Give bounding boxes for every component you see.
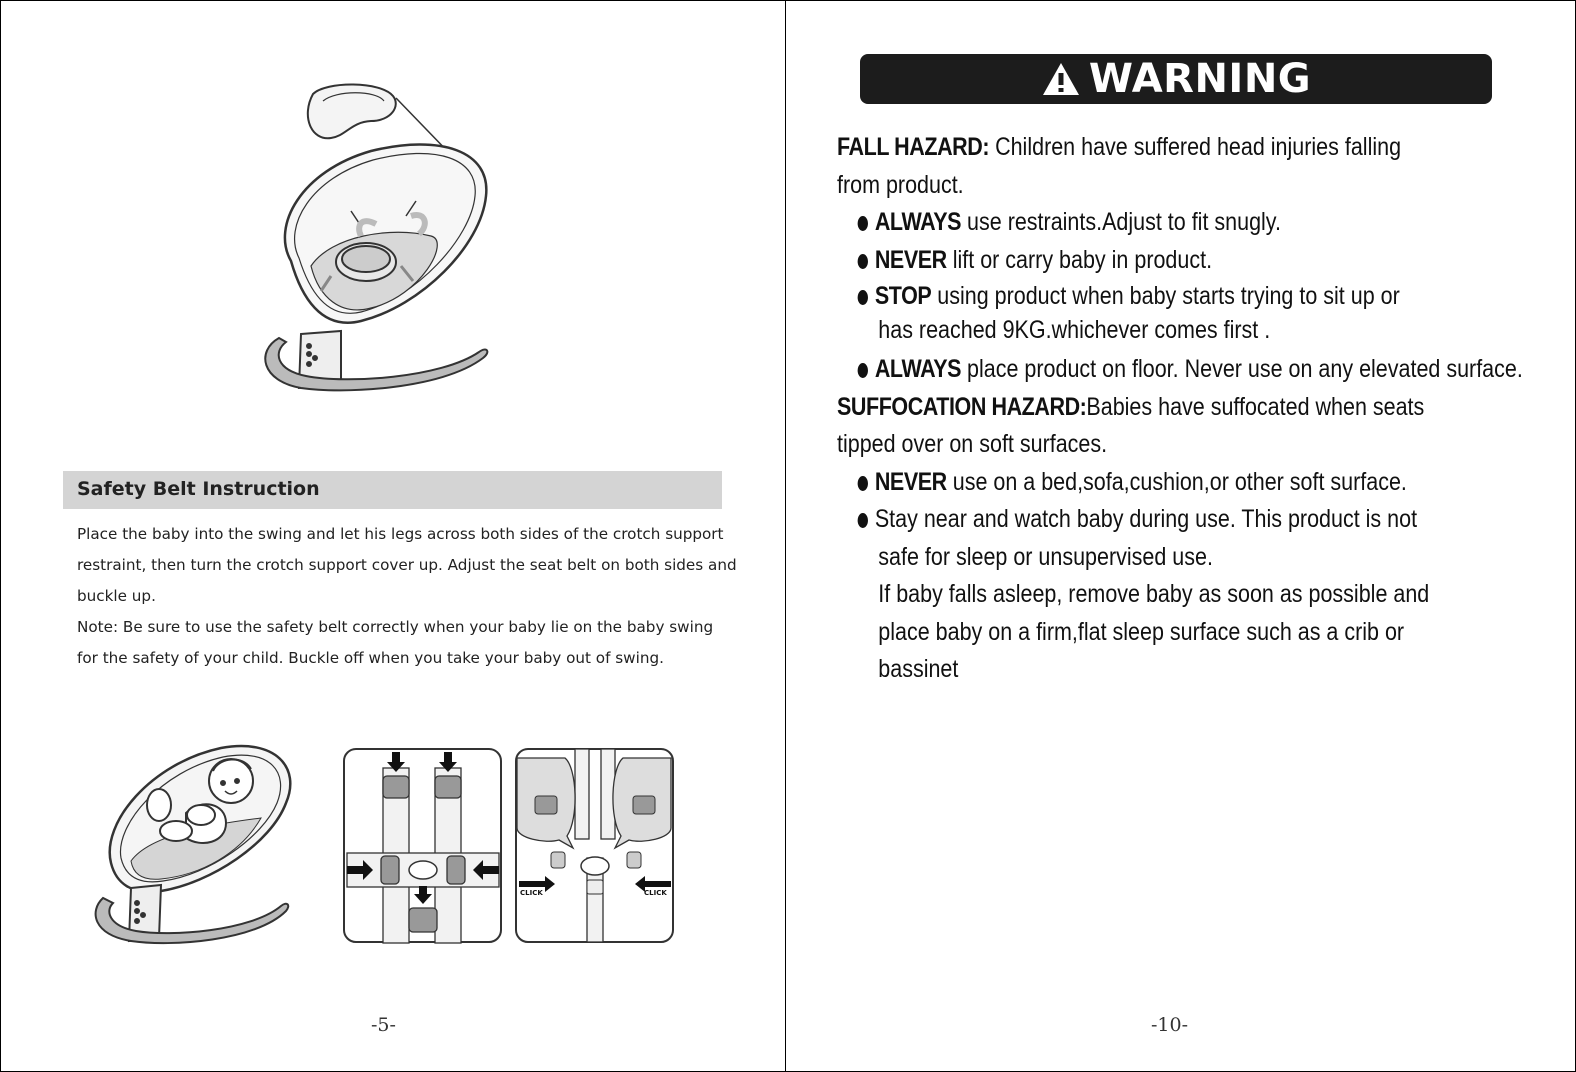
bullet-keyword: ALWAYS	[874, 355, 962, 383]
list-item	[837, 204, 1465, 242]
bullet-text: lift or carry baby in product.	[946, 245, 1213, 274]
bullet-keyword: NEVER	[874, 245, 947, 274]
bullet-text: place product on floor. Never use on any elevated surface.	[961, 355, 1523, 383]
warning-body	[837, 129, 1523, 689]
list-item	[837, 279, 1465, 313]
belt-adjust-diagram	[343, 748, 503, 944]
list-item	[837, 501, 1465, 539]
instruction-paragraph: Place the baby into the swing and let his legs across both sides of the crotch support restraint, then turn the crotch support cover up. Adjust the seat belt on both sides and buckle up.	[77, 525, 737, 605]
fall-hazard-text: Children have suffered head injuries falling	[989, 133, 1402, 161]
bullet-icon	[858, 216, 868, 231]
list-item-continuation: If baby falls asleep, remove baby as soon as possible and	[878, 580, 1430, 608]
suffocation-hazard-line-2: tipped over on soft surfaces.	[837, 430, 1108, 458]
list-item-continuation: place baby on a firm,flat sleep surface such as a crib or	[878, 617, 1405, 646]
bullet-text: using product when baby starts trying to sit up or	[931, 282, 1400, 310]
fall-hazard-line-2: from product.	[837, 170, 964, 199]
list-item-continuation: safe for sleep or unsupervised use.	[878, 542, 1213, 571]
bullet-icon	[858, 363, 868, 378]
section-header	[63, 471, 722, 509]
fall-hazard-heading: FALL HAZARD:	[837, 133, 990, 161]
right-manual-page	[785, 0, 1576, 1072]
bullet-icon	[858, 476, 868, 491]
page-number: -5-	[371, 1014, 396, 1036]
suffocation-hazard-line	[837, 389, 1465, 427]
section-title: Safety Belt Instruction	[77, 478, 320, 500]
list-item	[837, 242, 1465, 280]
bullet-text: use on a bed,sofa,cushion,or other soft surface.	[946, 467, 1407, 496]
bullet-keyword: NEVER	[874, 467, 947, 496]
list-item-continuation: bassinet	[878, 655, 959, 683]
suffocation-hazard-heading: SUFFOCATION HAZARD:	[837, 392, 1087, 421]
bullet-text: use restraints.Adjust to fit snugly.	[961, 208, 1281, 236]
list-item	[837, 351, 1523, 389]
click-label-right: CLICK	[644, 889, 667, 897]
click-label-left: CLICK	[520, 889, 543, 897]
baby-in-swing-illustration	[91, 743, 301, 953]
fall-hazard-line	[837, 129, 1465, 167]
bullet-icon	[858, 254, 868, 269]
warning-title: WARNING	[1088, 56, 1312, 102]
list-item	[837, 464, 1465, 502]
buckle-click-diagram	[515, 748, 675, 944]
page-number: -10-	[1151, 1014, 1189, 1036]
baby-swing-headrest-illustration	[251, 76, 511, 406]
bullet-keyword: ALWAYS	[874, 208, 962, 236]
note-paragraph: Note: Be sure to use the safety belt correctly when your baby lie on the baby swing for the safety of your child. Buckle off when you take your baby out of swing.	[77, 618, 714, 667]
bullet-icon	[858, 513, 868, 528]
suffocation-hazard-text: Babies have suffocated when seats	[1086, 392, 1425, 421]
left-manual-page	[0, 0, 786, 1072]
warning-triangle-icon	[1041, 61, 1081, 97]
list-item-continuation: has reached 9KG.whichever comes first .	[878, 316, 1271, 344]
bullet-icon	[858, 290, 868, 305]
warning-banner	[860, 54, 1492, 104]
bullet-text: Stay near and watch baby during use. This product is not	[874, 505, 1418, 533]
bullet-keyword: STOP	[874, 282, 932, 310]
instruction-text	[77, 519, 737, 674]
